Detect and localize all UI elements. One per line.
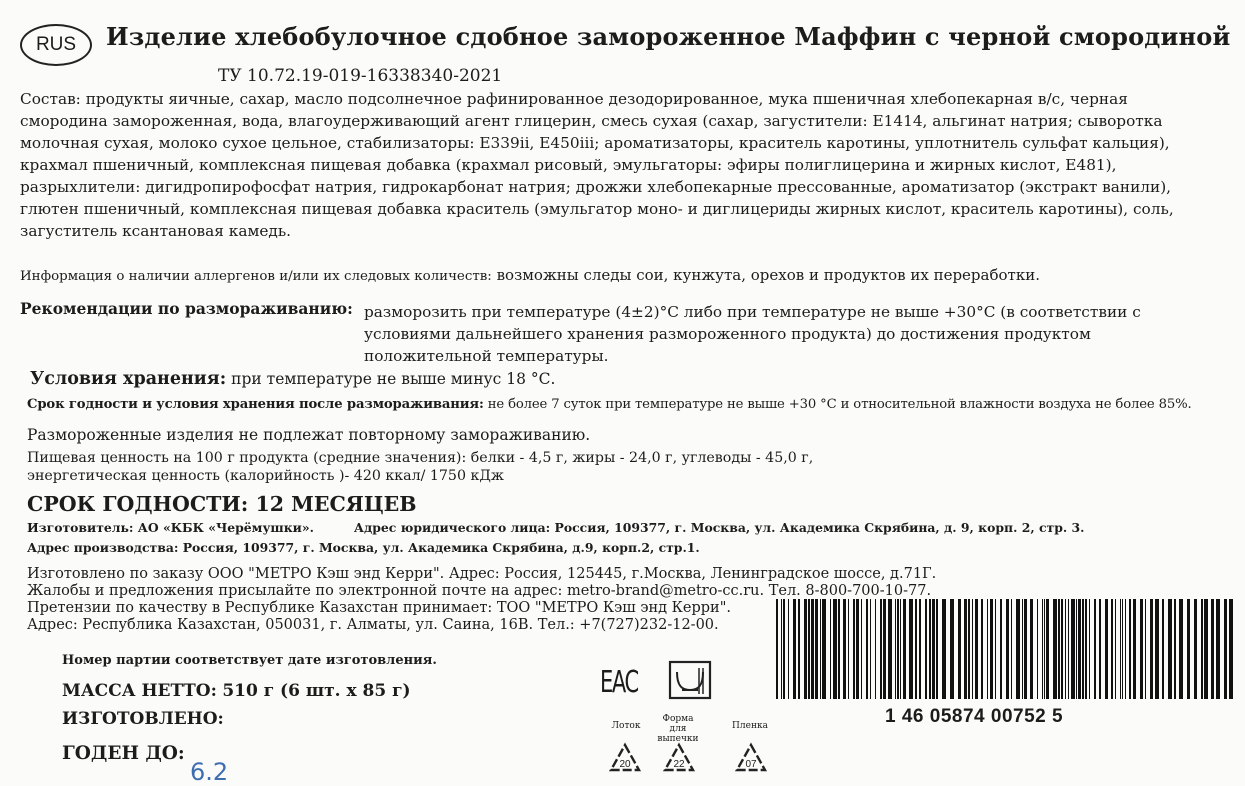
barcode-bar <box>1078 599 1081 699</box>
packaging-label: Пленка <box>732 721 768 731</box>
barcode-bar <box>870 599 871 699</box>
barcode-bar <box>783 599 785 699</box>
storage-text: при температуре не выше минус 18 °С. <box>231 370 556 388</box>
barcode-bar <box>1053 599 1057 699</box>
barcode-bar <box>942 599 946 699</box>
barcode-bar <box>861 599 862 699</box>
barcode-bar <box>975 599 978 699</box>
barcode-bar <box>1216 599 1220 699</box>
net-mass-label: МАССА НЕТТО: <box>62 681 217 701</box>
barcode-bar <box>1120 599 1121 699</box>
barcode-bar <box>1174 599 1176 699</box>
barcode-bar <box>843 599 846 699</box>
barcode-bar <box>1042 599 1043 699</box>
barcode-bar <box>958 599 961 699</box>
manufacturer: Изготовитель: АО «КБК «Черёмушки». <box>27 520 314 535</box>
barcode-bar <box>1022 599 1023 699</box>
barcode-bar <box>972 599 973 699</box>
barcode-bar <box>909 599 913 699</box>
no-refreeze-note: Размороженные изделия не подлежат повторному замораживанию. <box>27 426 591 444</box>
barcode-bar <box>883 599 886 699</box>
produced-label: ИЗГОТОВЛЕНО: <box>62 709 224 729</box>
barcode-bar <box>833 599 837 699</box>
barcode-bar <box>1201 599 1203 699</box>
barcode-bar <box>808 599 810 699</box>
barcode-bar <box>1011 599 1012 699</box>
barcode-bar <box>853 599 855 699</box>
barcode-bar <box>1150 599 1153 699</box>
recycle-code: 20 <box>619 759 631 770</box>
barcode-bar <box>880 599 882 699</box>
barcode <box>776 599 1238 701</box>
barcode-bar <box>820 599 821 699</box>
tu-code: ТУ 10.72.19-019-16338340-2021 <box>218 66 503 86</box>
barcode-bar <box>1211 599 1214 699</box>
manufacturer-row <box>27 520 1084 535</box>
barcode-bar <box>1155 599 1159 699</box>
recycle-code: 22 <box>673 759 685 770</box>
barcode-bar <box>895 599 896 699</box>
composition-text: Состав: продукты яичные, сахар, масло подсолнечное рафинированное дезодорированное, мука пшеничная хлебопекарная в/с, черная смородина замороженная, вода, влагоудерживающий агент глицерин, смесь сухая (сахар, загустители: Е1414, альгинат натрия; сыворотка молочная сухая, молоко сухое цельное, стабилизаторы: Е339ii, Е450iii; ароматизаторы, краситель каротины, уплотнитель сульфат кальция), крахмал пшеничный, комплексная пищевая добавка (крахмал рисовый, эмульгаторы: эфиры полиглицерина и жирных кислот, Е481), разрыхлители: дигидропирофосфат натрия, гидрокарбонат натрия; дрожжи хлебопекарные прессованные, ароматизатор (экстракт ванили), глютен пшеничный, комплексная пищевая добавка краситель (эмульгатор моно- и диглицериды жирных кислот, краситель каротины), соль, загуститель ксантановая камедь. <box>20 90 1174 240</box>
net-mass-value: 510 г (6 шт. х 85 г) <box>222 681 411 701</box>
barcode-bar <box>1037 599 1038 699</box>
legal-address: Адрес юридического лица: Россия, 109377, г. Москва, ул. Академика Скрябина, д. 9, корп. 2, стр. 3. <box>353 520 1085 535</box>
barcode-bar <box>915 599 917 699</box>
barcode-bar <box>1145 599 1146 699</box>
packaging-label: Лоток <box>611 721 641 731</box>
shelf-after-defrost-line <box>27 397 1192 412</box>
nutrition-info <box>27 449 813 485</box>
barcode-bar <box>1071 599 1075 699</box>
allergens-label: Информация о наличии аллергенов и/или их следовых количеств: <box>20 269 492 284</box>
kz-address-line: Адрес: Республика Казахстан, 050031, г. Алматы, ул. Саина, 16В. Тел.: +7(727)232-12-00. <box>27 617 719 633</box>
kz-claims-line: Претензии по качеству в Республике Казахстан принимает: ТОО "МЕТРО Кэш энд Керри". <box>27 600 731 616</box>
production-address: Адрес производства: Россия, 109377, г. Москва, ул. Академика Скрябина, д.9, корп.2, стр.1. <box>27 540 700 555</box>
barcode-bar <box>1030 599 1033 699</box>
barcode-bar <box>900 599 901 699</box>
barcode-bar <box>793 599 796 699</box>
barcode-bar <box>987 599 988 699</box>
recycle-code: 07 <box>745 759 757 770</box>
barcode-bar <box>781 599 782 699</box>
handwritten-date: 6.2 <box>190 758 229 786</box>
country-badge <box>20 24 92 66</box>
barcode-bar <box>1168 599 1172 699</box>
barcode-bar <box>788 599 789 699</box>
barcode-bar <box>995 599 996 699</box>
recycle-icon <box>608 742 642 774</box>
barcode-bar <box>950 599 954 699</box>
barcode-bar <box>1068 599 1069 699</box>
barcode-bar <box>1111 599 1113 699</box>
barcode-bar <box>929 599 931 699</box>
nutrition-line: Пищевая ценность на 100 г продукта (средние значения): белки - 4,5 г, жиры - 24,0 г, углеводы - 45,0 г, <box>27 450 814 466</box>
country-badge-text: RUS <box>35 34 77 55</box>
barcode-bar <box>1006 599 1009 699</box>
barcode-bar <box>919 599 921 699</box>
barcode-bar <box>968 599 970 699</box>
barcode-bar <box>822 599 826 699</box>
barcode-bar <box>776 599 778 699</box>
shelf-after-text: не более 7 суток при температуре не выше +30 °С и относительной влажности воздуха не более 85%. <box>487 397 1192 412</box>
recycle-icon <box>662 742 696 774</box>
shelf-life-heading: СРОК ГОДНОСТИ: 12 МЕСЯЦЕВ <box>27 492 417 516</box>
shelf-after-label: Срок годности и условия хранения после размораживания: <box>27 397 484 412</box>
barcode-bar <box>1187 599 1190 699</box>
barcode-bar <box>1065 599 1066 699</box>
barcode-bar <box>903 599 906 699</box>
barcode-bar <box>1046 599 1049 699</box>
barcode-bar <box>1016 599 1020 699</box>
barcode-bar <box>1129 599 1131 699</box>
barcode-bar <box>798 599 800 699</box>
barcode-bar <box>897 599 899 699</box>
barcode-bar <box>1099 599 1101 699</box>
storage-label: Условия хранения: <box>30 369 227 389</box>
barcode-bar <box>1125 599 1126 699</box>
barcode-bar <box>1229 599 1233 699</box>
barcode-bar <box>1115 599 1116 699</box>
barcode-bar <box>811 599 814 699</box>
barcode-bar <box>1179 599 1183 699</box>
barcode-bar <box>866 599 868 699</box>
allergens-text: возможны следы сои, кунжута, орехов и продуктов их переработки. <box>496 266 1040 284</box>
best-before-label: ГОДЕН ДО: <box>62 743 185 764</box>
barcode-bar <box>925 599 927 699</box>
product-title: Изделие хлебобулочное сдобное замороженное Маффин с черной смородиной <box>106 22 1231 51</box>
food-contact-icon <box>668 660 718 704</box>
packaging-marks <box>598 712 778 774</box>
barcode-bar <box>1133 599 1136 699</box>
barcode-bar <box>1000 599 1002 699</box>
barcode-bar <box>1162 599 1164 699</box>
energy-line: энергетическая ценность (калорийность )- 420 ккал/ 1750 кДж <box>27 468 504 484</box>
barcode-bar <box>804 599 807 699</box>
eac-icon: EAC <box>600 665 638 700</box>
barcode-bar <box>1082 599 1084 699</box>
barcode-bar <box>1122 599 1123 699</box>
barcode-bar <box>1076 599 1077 699</box>
barcode-bar <box>936 599 938 699</box>
barcode-bar <box>888 599 892 699</box>
barcode-bar <box>1085 599 1087 699</box>
barcode-bar <box>848 599 849 699</box>
complaints-line: Жалобы и предложения присылайте по электронной почте на адрес: metro-brand@metro-cc.ru. Тел. 8-800-700-10-77. <box>27 583 932 599</box>
batch-note: Номер партии соответствует дате изготовления. <box>62 653 437 668</box>
barcode-bar <box>1204 599 1208 699</box>
contract-line: Изготовлено по заказу ООО "МЕТРО Кэш энд Керри". Адрес: Россия, 125445, г.Москва, Ленинградское шоссе, д.71Г. <box>27 566 937 582</box>
recycle-icon <box>734 742 768 774</box>
barcode-bar <box>1094 599 1096 699</box>
barcode-bar <box>830 599 831 699</box>
packaging-label: Форма для выпечки <box>657 714 699 744</box>
storage-line <box>30 369 555 389</box>
barcode-bar <box>838 599 840 699</box>
barcode-bar <box>875 599 876 699</box>
barcode-bar <box>1024 599 1027 699</box>
net-mass <box>62 681 411 701</box>
barcode-bar <box>1105 599 1108 699</box>
allergens-line <box>20 266 1040 284</box>
barcode-bar <box>1061 599 1063 699</box>
barcode-bar <box>1058 599 1060 699</box>
barcode-digits: 1 46 05874 00752 5 <box>885 706 1064 727</box>
barcode-bar <box>815 599 818 699</box>
defrost-text: разморозить при температуре (4±2)°С либо при температуре не выше +30°С (в соответствии с условиями дальнейшего хранения размороженного продукта) до достижения продуктом положительной температуры. <box>364 303 1141 365</box>
barcode-bar <box>1194 599 1197 699</box>
barcode-bar <box>1044 599 1045 699</box>
barcode-bar <box>856 599 859 699</box>
barcode-bar <box>981 599 983 699</box>
defrost-label: Рекомендации по размораживанию: <box>20 299 353 318</box>
barcode-bar <box>990 599 993 699</box>
barcode-bar <box>1140 599 1143 699</box>
barcode-bar <box>1224 599 1227 699</box>
barcode-bar <box>964 599 967 699</box>
barcode-bar <box>1089 599 1090 699</box>
barcode-bar <box>932 599 935 699</box>
